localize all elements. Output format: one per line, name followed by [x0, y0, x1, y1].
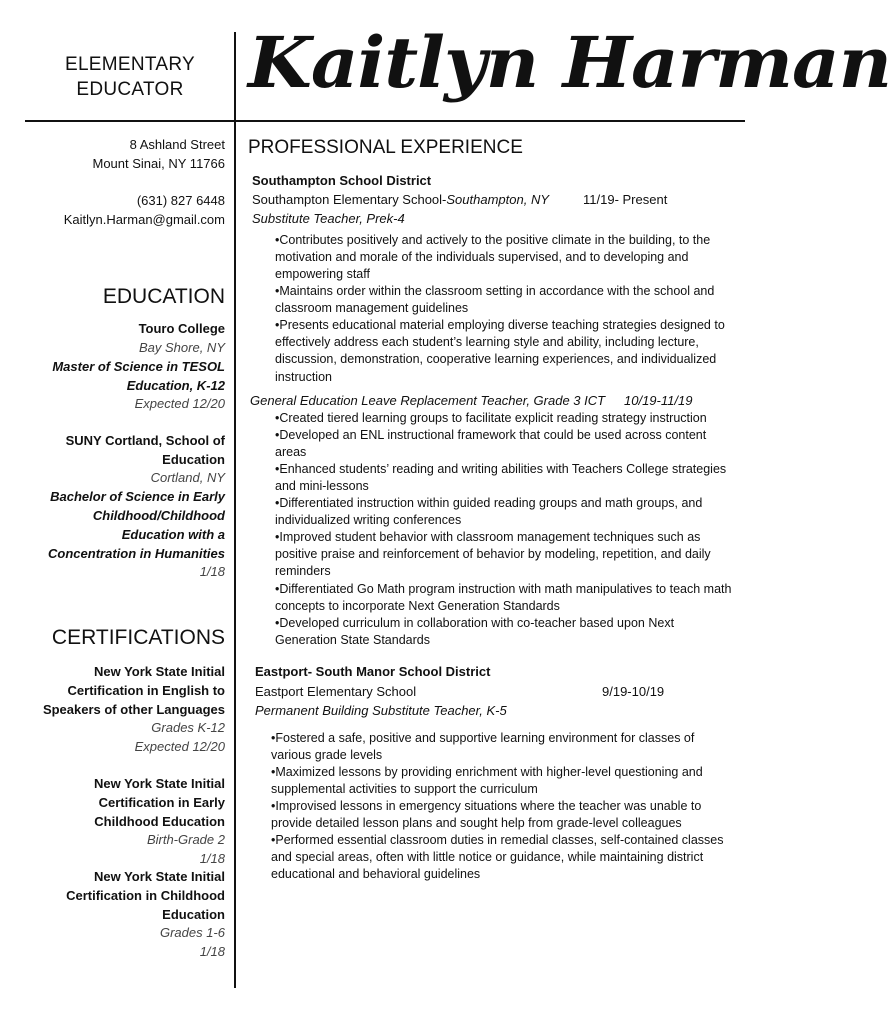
vertical-divider	[234, 32, 236, 988]
district-1-position-2: General Education Leave Replacement Teacher, Grade 3 ICT	[250, 393, 606, 408]
district-2-name: Eastport- South Manor School District	[255, 664, 491, 679]
certifications-heading: CERTIFICATIONS	[51, 626, 225, 649]
district-1-bullet2-1: •Created tiered learning groups to facilitate explicit reading strategy instruction	[275, 411, 707, 425]
contact-street: 8 Ashland Street	[129, 137, 225, 152]
cert-1-grades: Grades K-12	[151, 720, 225, 735]
contact-city: Mount Sinai, NY 11766	[92, 156, 225, 171]
edu-1-degree: Master of Science in TESOL Education, K-12	[52, 359, 225, 393]
district-2-dates: 9/19-10/19	[602, 684, 665, 699]
district-2-bullet-2: •Maximized lessons by providing enrichment with higher-level questioning and supplemental activities to support the curriculum	[271, 765, 703, 797]
cert-2-date: 1/18	[199, 851, 225, 866]
district-1-dates: 11/19- Present	[583, 192, 668, 207]
district-2-bullet-4: •Performed essential classroom duties in remedial classes, self-contained classes and special areas, often with little notice or guidance, while maintaining district educational and behavioral guidelines	[271, 833, 724, 882]
cert-1-date: Expected 12/20	[134, 739, 225, 754]
district-1-bullet-3: •Presents educational material employing diverse teaching strategies designed to effectively address each student’s learning style and ability, including lecture, discussion, demonstration, cooperative learning experiences, and individualized instruction	[275, 318, 725, 384]
district-1-bullet2-6: •Differentiated Go Math program instruction with math manipulatives to teach math concepts to incorporate Next Generation Standards	[275, 582, 732, 614]
edu-2-school: SUNY Cortland, School of Education	[65, 433, 225, 467]
district-2-school: Eastport Elementary School	[255, 684, 417, 699]
horizontal-divider	[25, 120, 745, 122]
edu-1-school: Touro College	[138, 321, 225, 336]
district-1-school-line	[252, 190, 549, 209]
district-2-position: Permanent Building Substitute Teacher, K-5	[255, 703, 507, 718]
district-1-bullet2-7: •Developed curriculum in collaboration with co-teacher based upon Next Generation State Standards	[275, 616, 675, 648]
education-heading: EDUCATION	[102, 285, 225, 308]
cert-2-title: New York State Initial Certification in Early Childhood Education	[93, 776, 225, 829]
edu-1-date: Expected 12/20	[134, 396, 225, 411]
cert-3-grades: Grades 1-6	[159, 925, 225, 940]
experience-heading: PROFESSIONAL EXPERIENCE	[248, 137, 523, 158]
role-line-1: ELEMENTARY	[64, 54, 196, 75]
cert-3-title: New York State Initial Certification in Childhood Education	[66, 869, 225, 922]
cert-1-title: New York State Initial Certification in English to Speakers of other Languages	[42, 664, 225, 717]
cert-3-date: 1/18	[199, 944, 225, 959]
role-title	[40, 52, 220, 102]
contact-email[interactable]: Kaitlyn.Harman@gmail.com	[63, 212, 225, 227]
contact-phone: (631) 827 6448	[136, 193, 225, 208]
edu-2-degree: Bachelor of Science in Early Childhood/Childhood Education with a Concentration in Humanities	[48, 489, 225, 561]
candidate-name: Kaitlyn Harman	[248, 21, 891, 104]
district-1-name: Southampton School District	[252, 173, 432, 188]
edu-1-location: Bay Shore, NY	[139, 340, 225, 355]
edu-2-date: 1/18	[199, 564, 225, 579]
district-2-bullet-3: •Improvised lessons in emergency situations where the teacher was unable to provide detailed lesson plans and sought help from grade-level colleagues	[271, 799, 702, 831]
edu-2-location: Cortland, NY	[150, 470, 225, 485]
district-1-dates-2: 10/19-11/19	[624, 393, 693, 408]
district-2-bullet-1: •Fostered a safe, positive and supportive learning environment for classes of various grade levels	[271, 731, 695, 763]
district-1-position: Substitute Teacher, Prek-4	[252, 211, 405, 226]
district-1-school: Southampton Elementary School-	[252, 192, 447, 207]
cert-2-grades: Birth-Grade 2	[146, 832, 225, 847]
district-1-bullet-1: •Contributes positively and actively to the positive climate in the building, to the motivation and morale of the individuals supervised, and to developing and empowering staff	[275, 233, 711, 282]
role-line-2: EDUCATOR	[76, 79, 184, 100]
district-1-bullet2-2: •Developed an ENL instructional framework that could be used across content areas	[275, 428, 707, 460]
district-1-bullet2-5: •Improved student behavior with classroom management techniques such as positive praise and reinforcement of behavior by modeling, repetition, and daily reminders	[275, 530, 711, 579]
district-1-location: Southampton, NY	[446, 192, 550, 207]
district-1-bullet-2: •Maintains order within the classroom setting in accordance with the school and classroom management guidelines	[275, 284, 715, 316]
district-1-bullet2-3: •Enhanced students’ reading and writing abilities with Teachers College strategies and mini-lessons	[275, 462, 727, 494]
district-1-bullet2-4: •Differentiated instruction within guided reading groups and math groups, and individualized writing conferences	[275, 496, 703, 528]
